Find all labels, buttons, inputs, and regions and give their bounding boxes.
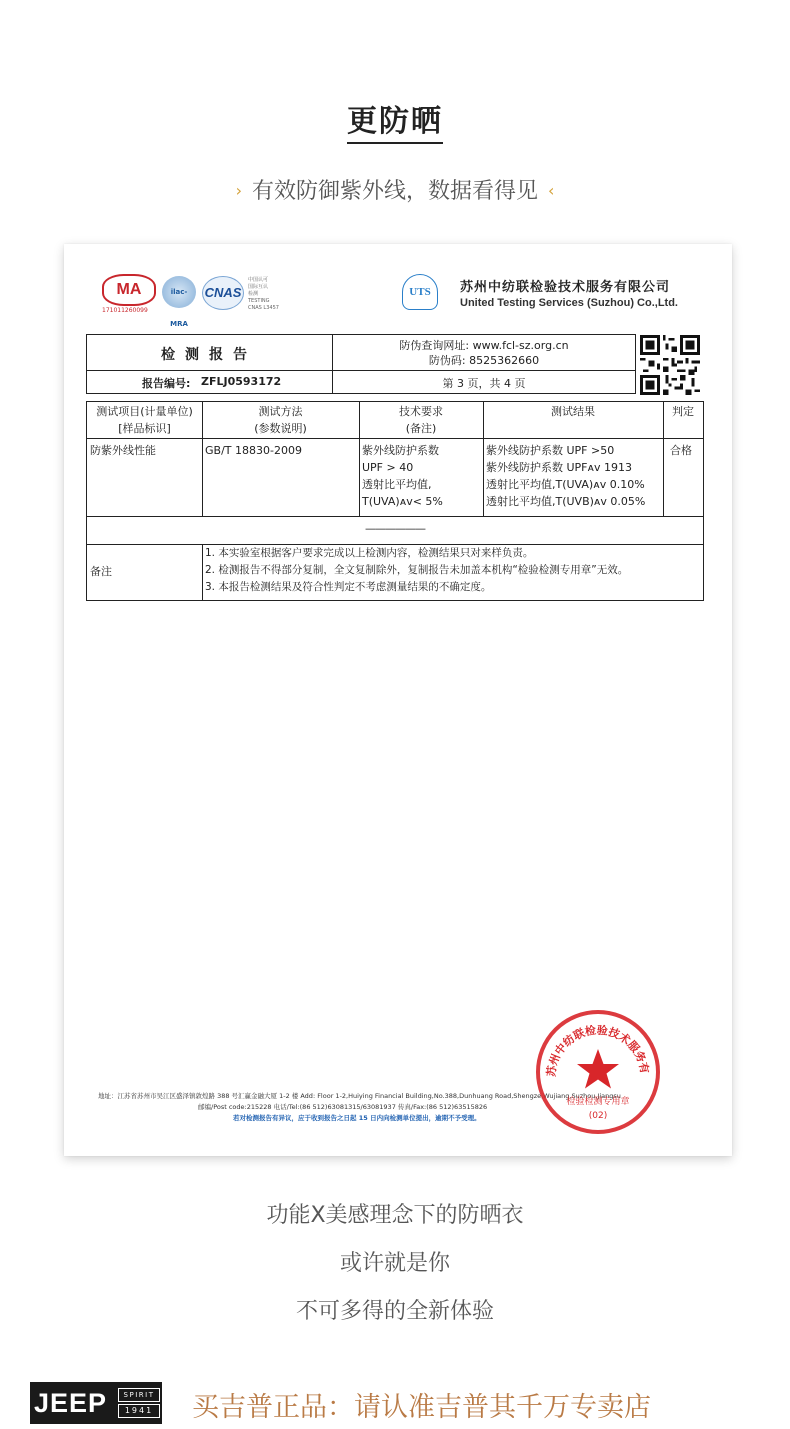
jeep-logo	[30, 1382, 162, 1424]
company-name-cn: 苏州中纺联检验技术服务有限公司	[460, 280, 671, 295]
report-no: ZFLJ0593172	[201, 375, 282, 388]
uts-logo-icon: UTS	[402, 274, 438, 310]
row-test-method: GB/T 18830-2009	[205, 444, 302, 457]
left-arrow-mark-icon: ›	[235, 181, 242, 200]
results-table	[86, 401, 704, 601]
notes-label: 备注	[90, 565, 112, 578]
cnas-caption: 中国认可 国际互认 检测 TESTING CNAS L3457	[248, 277, 279, 311]
row-results: 紫外线防护系数 UPF >50 紫外线防护系数 UPFᴀᴠ 1913 透射比平均值,T(UVA)ᴀᴠ 0.10% 透射比平均值,T(UVB)ᴀᴠ 0.05%	[486, 444, 646, 508]
certification-logos	[102, 274, 302, 328]
table-separator: ——————	[365, 522, 425, 535]
qr-code-icon	[640, 335, 700, 395]
jeep-wordmark: JEEP	[34, 1388, 108, 1418]
tagline-3: 不可多得的全新体验	[295, 1299, 494, 1324]
row-verdict: 合格	[670, 444, 692, 457]
footer-slogan: 买吉普正品：请认准吉普其千万专卖店	[192, 1392, 651, 1423]
verify-code: 防伪码: 8525362660	[428, 354, 540, 367]
svg-text:(02): (02)	[588, 1111, 608, 1121]
notes-list: 1. 本实验室根据客户要求完成以上检测内容，检测结果只对来样负责。 2. 检测报告不得部分复制，全文复制除外，复制报告未加盖本机构“检验检测专用章”无效。 3. 本报告检测结果及符合性判定不考虑测量结果的不确定度。	[205, 547, 629, 593]
headline-text: 更防晒	[347, 96, 443, 144]
address-line: 地址：江苏省苏州市吴江区盛泽镇敦煌路 388 号汇赢金融大厦 1-2 楼 Add: Floor 1-2,Huiying Financial Building,No.388,Dunhuang Road,Shengze,Wujiang,Suzhou,Jiangsu	[98, 1092, 621, 1100]
cnas-logo-icon: CNAS	[202, 276, 244, 310]
divider	[86, 370, 636, 371]
tagline-2: 或许就是你	[339, 1251, 450, 1276]
company-name-en: United Testing Services (Suzhou) Co.,Ltd.	[460, 297, 678, 309]
report-no-label: 报告编号:	[142, 377, 191, 390]
page-headline	[0, 96, 790, 144]
test-report-document	[64, 244, 732, 1156]
official-seal-icon	[533, 1007, 663, 1137]
header-requirements: 技术要求 (备注)	[399, 405, 443, 435]
tagline-1: 功能X美感理念下的防晒衣	[266, 1203, 524, 1228]
header-test-method: 测试方法 (参数说明)	[254, 405, 307, 435]
cma-number: 171011260099	[102, 307, 148, 314]
header-test-item: 测试项目(计量单位) [样品标识]	[96, 405, 193, 435]
report-title: 检测报告	[161, 347, 257, 363]
verify-url: 防伪查询网址: www.fcl-sz.org.cn	[399, 339, 569, 352]
svg-text:检验检测专用章: 检验检测专用章	[566, 1097, 630, 1107]
cma-logo-icon: MA	[102, 274, 156, 306]
subline-text: 有效防御紫外线，数据看得见	[251, 179, 538, 204]
contact-line: 邮编/Post code:215228 电话/Tel:(86 512)63081315/63081937 传真/Fax:(86 512)63515826	[198, 1103, 488, 1111]
svg-text:苏州中纺联检验技术服务有限公司: 苏州中纺联检验技术服务有	[544, 1023, 652, 1078]
page-subline	[0, 174, 790, 205]
ilac-mra-logo-icon: ilac-MRA	[162, 276, 196, 308]
company-header	[402, 272, 712, 314]
right-arrow-mark-icon: ‹	[548, 181, 555, 200]
header-results: 测试结果	[551, 405, 595, 418]
spirit-badge: SPIRIT	[118, 1388, 160, 1402]
page-info: 第 3 页，共 4 页	[442, 377, 526, 390]
notice-line: 若对检测报告有异议，应于收到报告之日起 15 日内向检测单位提出，逾期不予受理。	[233, 1114, 481, 1122]
header-verdict: 判定	[672, 405, 694, 418]
row-test-item: 防紫外线性能	[90, 444, 156, 457]
row-requirements: 紫外线防护系数 UPF > 40 透射比平均值, T(UVA)ᴀᴠ< 5%	[362, 444, 443, 508]
year-badge: 1941	[118, 1404, 160, 1418]
